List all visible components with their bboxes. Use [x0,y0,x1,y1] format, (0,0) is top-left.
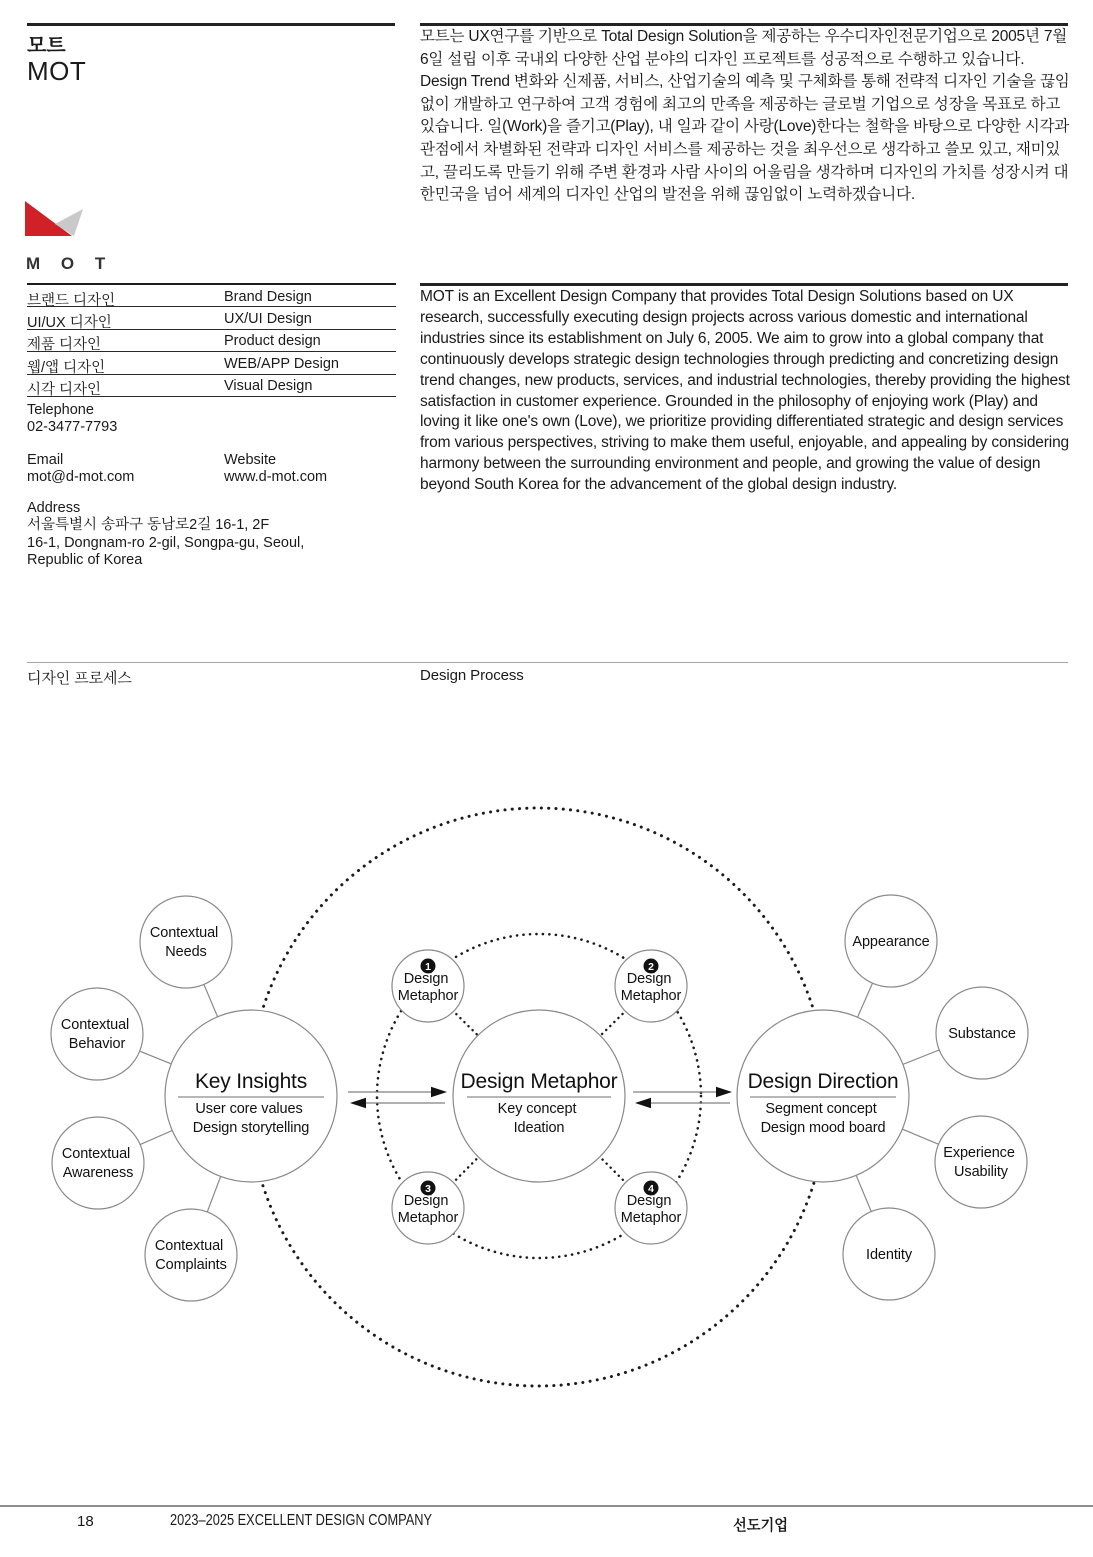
service-name-ko: 웹/앱 디자인 [27,359,106,376]
service-name-ko: 브랜드 디자인 [27,292,116,309]
email-block [27,452,134,487]
section-divider [27,662,1068,663]
table-row [27,307,396,329]
arrow-left-icon [635,1098,651,1108]
service-name-en: UX/UI Design [224,310,312,327]
table-row [27,375,396,397]
satellite-label: Appearance [852,934,930,950]
email-label: Email [27,452,64,468]
footer-rule [0,1505,1093,1507]
mid-rule-right [420,283,1068,286]
address-label: Address [27,500,81,516]
satellite-label: Design Metaphor [397,971,459,1004]
node-title: Key Insights [195,1070,307,1093]
footer-category-label: 선도기업 [733,1517,789,1534]
section-title-english: Design Process [420,667,524,684]
badge-number: 1 [425,961,431,973]
services-table [27,283,396,397]
logo-red-triangle [25,201,72,236]
table-row [27,285,396,307]
address-block [27,500,304,570]
satellite-label: Design Metaphor [397,1193,459,1226]
satellite-label: Experience Usability [943,1145,1015,1180]
footer-publication-title: 2023–2025 EXCELLENT DESIGN COMPANY [170,1512,433,1529]
satellite-label: Contextual Complaints [154,1238,227,1273]
badge-number: 4 [648,1183,654,1195]
satellite-label: Contextual Behavior [60,1017,130,1052]
node-subtitle: Segment concept Design mood board [760,1101,886,1136]
arrow-right-icon [431,1087,447,1097]
satellite-label: Identity [866,1247,912,1263]
node-title: Design Metaphor [460,1070,618,1093]
table-row [27,330,396,352]
company-name-korean: 모트 [27,35,66,57]
top-rule-left [27,23,395,26]
telephone-block [27,402,117,437]
node-experience-usability [935,1116,1027,1208]
service-name-en: Visual Design [224,378,313,395]
table-row [27,352,396,374]
intro-paragraph-english: MOT is an Excellent Design Company that provides Total Design Solutions based on UX research, successfully executing design projects across various domestic and international industries since its establishment on July 6, 2005. We aim to grow into a global company that continuously develops strategic design technologies through predicting and concretizing design trend changes, new products, services, and industrial technologies, thereby providing the highest satisfaction in customer experience. Grounded in the philosophy of enjoying work (Play) and loving it like one's own (Love), we prioritize providing differentiated strategic and design services from various perspectives, striving to make them useful, enjoyable, and appealing by considering harmony between the surrounding environment and people, and growing the value of design beyond South Korea for the advancement of the global design industry. [420,288,1070,494]
address-korean: 서울특별시 송파구 동남로2길 16-1, 2F [27,517,270,534]
badge-number: 2 [648,961,654,973]
arrow-right-icon [716,1087,732,1097]
node-subtitle: Key concept Ideation [497,1101,577,1136]
page-number: 18 [77,1513,94,1530]
node-contextual-awareness [52,1117,144,1209]
address-english-line2: Republic of Korea [27,552,143,569]
design-process-diagram [0,800,1093,1420]
node-subtitle: User core values Design storytelling [192,1101,310,1136]
node-title: Design Direction [747,1070,899,1093]
service-name-ko: 제품 디자인 [27,337,102,354]
company-name-english: MOT [27,56,87,86]
mot-logo-icon [25,201,85,237]
satellite-label: Contextual Awareness [61,1146,134,1181]
node-contextual-complaints [145,1209,237,1301]
address-english-line1: 16-1, Dongnam-ro 2-gil, Songpa-gu, Seoul, [27,534,305,551]
node-design-metaphor-main [453,1010,625,1182]
section-title-korean: 디자인 프로세스 [27,670,132,687]
service-name-en: Product design [224,333,321,350]
telephone-label: Telephone [27,402,94,418]
website-label: Website [224,452,277,468]
arrow-left-icon [350,1098,366,1108]
satellite-label: Substance [948,1026,1016,1042]
service-name-ko: UI/UX 디자인 [27,314,112,331]
node-contextual-behavior [51,988,143,1080]
service-name-en: WEB/APP Design [224,355,339,372]
satellite-label: Design Metaphor [620,1193,682,1226]
logo-wordmark: M O T [26,254,114,273]
website-block [224,452,327,487]
satellite-label: Design Metaphor [620,971,682,1004]
telephone-number: 02-3477-7793 [27,419,118,436]
email-value: mot@d-mot.com [27,469,135,486]
badge-number: 3 [425,1183,431,1195]
service-name-en: Brand Design [224,288,312,305]
node-design-direction [737,1010,909,1182]
satellite-label: Contextual Needs [149,925,219,960]
website-value: www.d-mot.com [224,469,328,486]
service-name-ko: 시각 디자인 [27,382,102,399]
intro-paragraph-korean: 모트는 UX연구를 기반으로 Total Design Solution을 제공하는 우수디자인전문기업으로 2005년 7월 6일 설립 이후 국내외 다양한 산업 분야의 디자인 프로젝트를 성공적으로 수행하고 있습니다. Design Trend 변화와 신제품, 서비스, 산업기술의 예측 및 구체화를 통해 전략적 디자인 기술을 끊임없이 개발하고 연구하여 고객 경험에 최고의 만족을 제공하는 글로벌 기업으로 성장을 목표로 하고 있습니다. 일(Work)을 즐기고(Play), 내 일과 같이 사랑(Love)한다는 철학을 바탕으로 다양한 시각과 관점에서 차별화된 전략과 디자인 서비스를 제공하는 것을 최우선으로 생각하고 쓸모 있고, 재미있고, 끌리도록 만들기 위해 주변 환경과 사람 사이의 어울림을 생각하며 디자인의 가치를 성장시켜 대한민국을 넘어 세계의 디자인 산업의 발전을 위해 끊임없이 노력하겠습니다. [420,28,1070,204]
node-contextual-needs [140,896,232,988]
node-key-insights [165,1010,337,1182]
